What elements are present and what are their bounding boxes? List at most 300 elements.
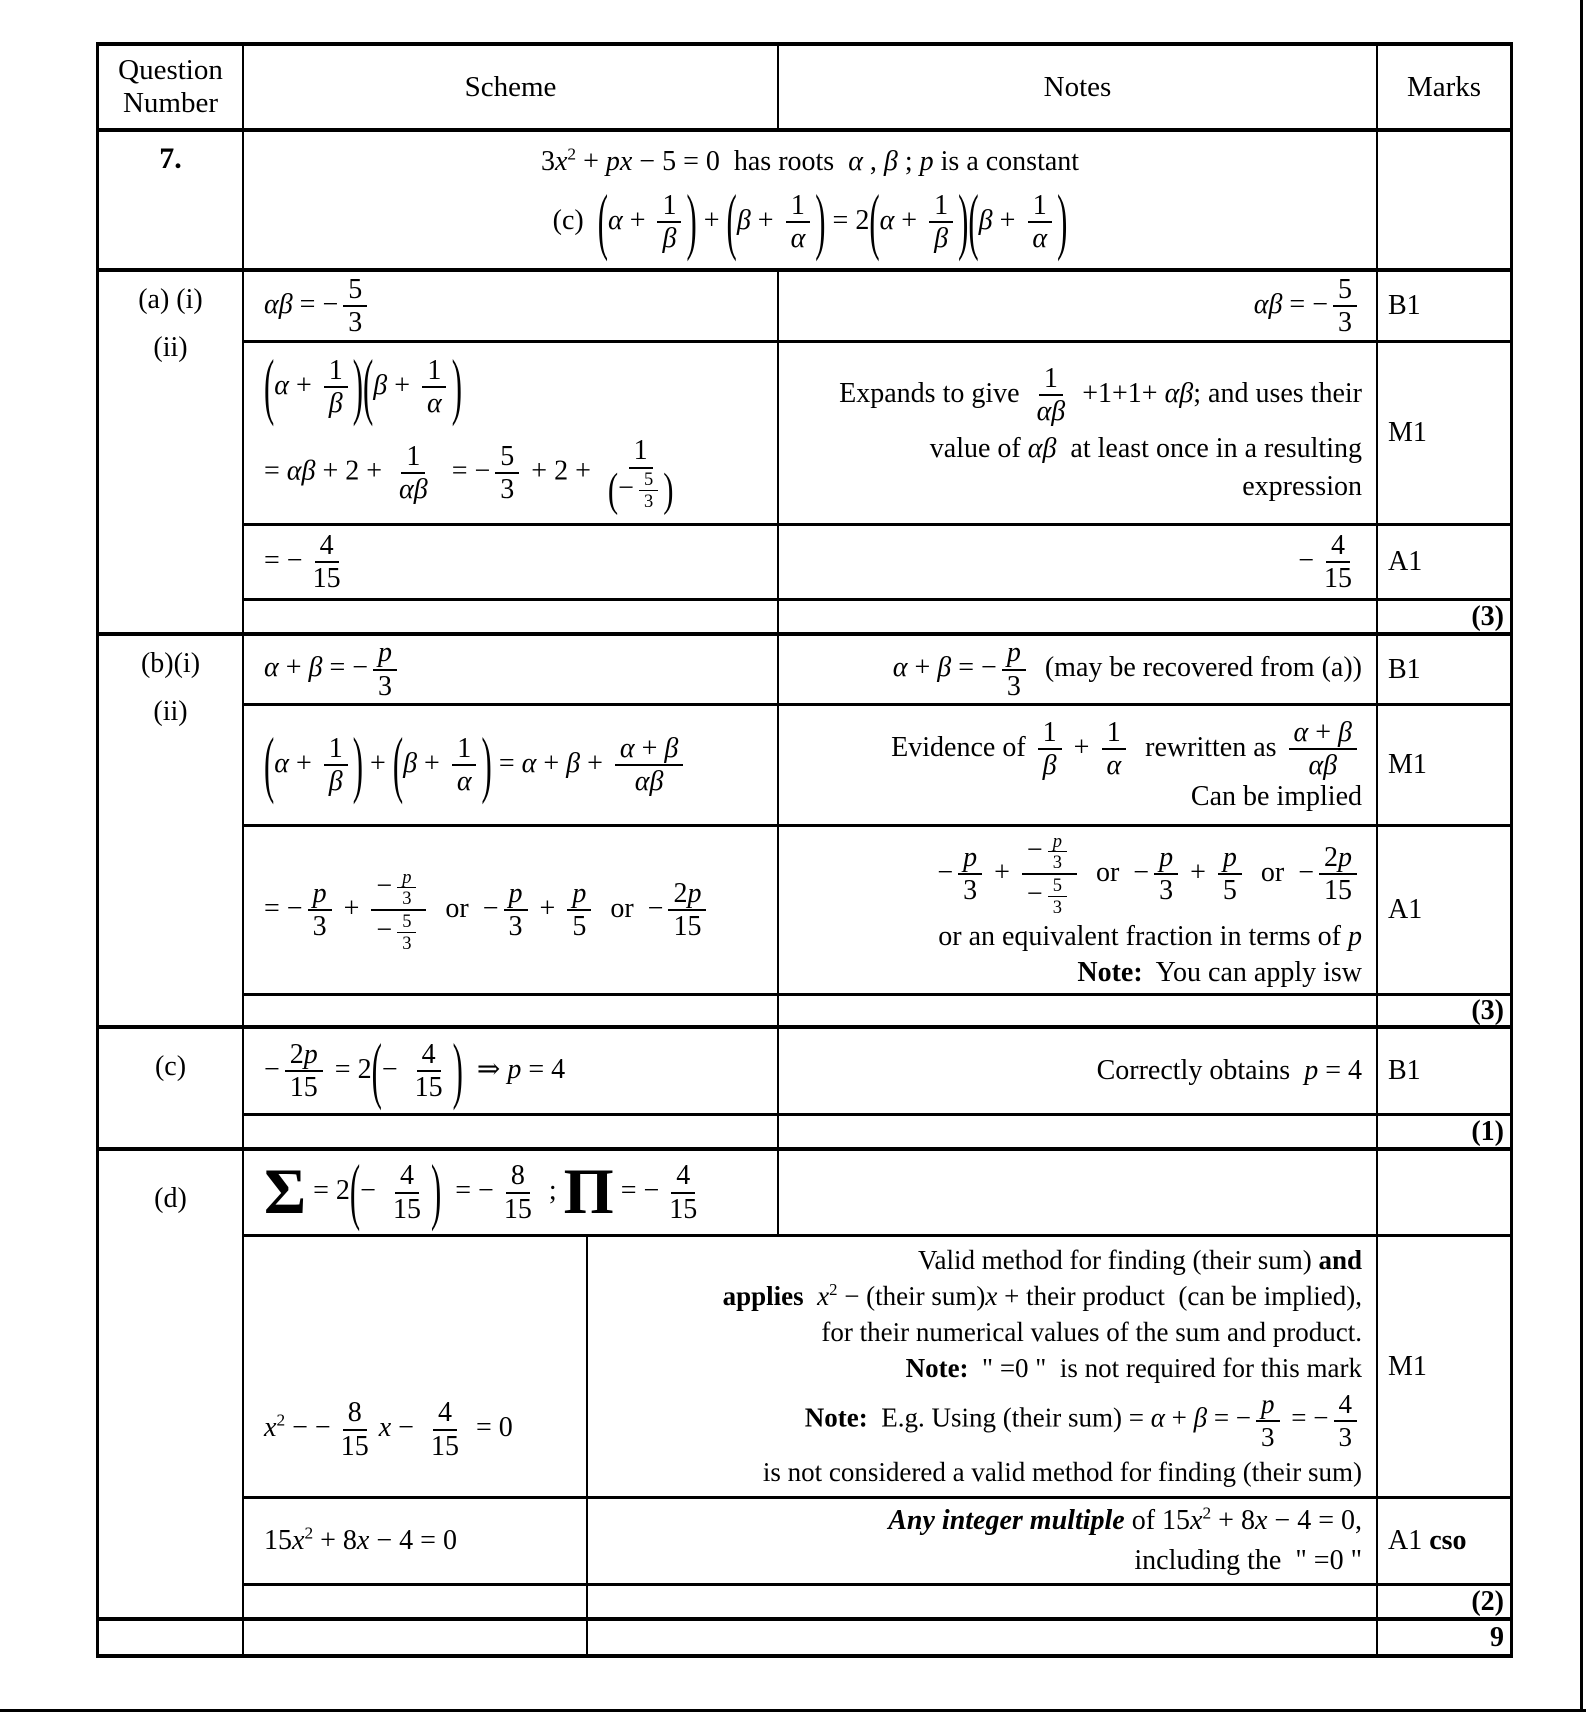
math-token: = −	[1207, 1402, 1252, 1433]
math-token: You can apply isw	[1142, 957, 1362, 989]
math-token: x	[985, 1281, 998, 1312]
math-token: = −	[322, 651, 369, 683]
math-token	[499, 1194, 537, 1225]
math-token: p	[1006, 637, 1021, 669]
b-subtotal	[1378, 996, 1510, 1029]
d-subtotal-label: (2)	[1471, 1585, 1504, 1617]
math-token: −	[618, 472, 634, 504]
label-b-i: (b)(i)	[140, 648, 201, 679]
math-token: α	[274, 747, 289, 779]
a-i-notes-line	[1254, 274, 1362, 339]
math-token: 1	[1106, 716, 1121, 748]
math-token: β	[736, 204, 751, 236]
math-token: )	[352, 723, 364, 805]
math-token: = −	[264, 892, 303, 924]
math-token	[786, 190, 810, 223]
math-token: Valid method for finding (their sum)	[918, 1245, 1319, 1275]
math-token: +	[278, 651, 309, 683]
math-token	[1333, 274, 1357, 339]
math-token	[608, 190, 687, 255]
mark-scheme-table	[96, 42, 1513, 1658]
math-token: (	[597, 180, 608, 262]
math-token	[495, 474, 519, 505]
header-notes	[779, 46, 1378, 132]
b-i-scheme-line	[264, 637, 402, 702]
a-i-mark	[1378, 272, 1510, 343]
math-token	[1002, 637, 1026, 670]
math-token	[394, 474, 433, 505]
qn-label-a	[99, 272, 244, 636]
math-token	[603, 464, 679, 516]
math-token: 1	[1032, 189, 1047, 221]
math-token	[639, 469, 658, 511]
math-token	[1326, 530, 1350, 563]
math-token: p	[572, 877, 587, 909]
math-token: p	[1348, 921, 1362, 953]
math-token: 8	[510, 1160, 525, 1192]
math-token: cso	[1429, 1525, 1467, 1556]
a-ii-scheme	[244, 343, 779, 526]
math-token	[392, 723, 492, 805]
math-token	[929, 223, 953, 254]
b-a1-scheme-line	[264, 867, 711, 954]
math-token: β	[373, 369, 388, 401]
math-token	[726, 180, 826, 262]
math-token	[1289, 717, 1357, 750]
math-token: 1	[328, 354, 343, 386]
math-token: α	[1032, 223, 1048, 254]
math-token: 2	[276, 1410, 286, 1430]
math-token	[618, 469, 663, 511]
math-token	[1334, 1389, 1358, 1451]
math-token: +	[336, 892, 367, 924]
math-token	[1038, 717, 1062, 782]
math-token: +	[894, 204, 925, 236]
math-token: 2	[289, 1038, 304, 1070]
c-scheme-line	[264, 1029, 566, 1111]
math-token	[880, 190, 959, 255]
header-marks	[1378, 46, 1510, 132]
math-token: +	[580, 747, 610, 779]
c-subtotal-notes-empty	[779, 1116, 1378, 1151]
math-token	[664, 1160, 702, 1225]
math-token	[504, 878, 528, 911]
math-token: β	[883, 145, 898, 177]
d-subtotal-notes-empty	[588, 1586, 1378, 1621]
math-token	[979, 190, 1057, 255]
qn-label-b	[99, 636, 244, 1029]
math-token	[1154, 875, 1178, 906]
math-token	[1032, 396, 1071, 427]
math-token	[567, 878, 591, 943]
math-token: p	[1159, 841, 1174, 873]
d-a1-notes-line2	[1134, 1545, 1362, 1577]
math-token: α	[1150, 1402, 1165, 1433]
math-token: β	[1193, 1402, 1208, 1433]
math-token: Π	[563, 1156, 614, 1228]
a-i-mark-label: B1	[1388, 290, 1421, 321]
math-token	[1048, 852, 1067, 873]
math-token: 15	[1324, 563, 1352, 594]
math-token	[615, 733, 683, 766]
math-token: +	[417, 747, 447, 779]
math-token: 5	[572, 911, 587, 942]
math-token: −	[376, 914, 393, 946]
math-token: αβ	[1308, 750, 1338, 781]
math-token	[343, 274, 367, 339]
math-token: 1	[1042, 716, 1057, 748]
math-token: for their numerical values of the sum and product.	[821, 1317, 1362, 1348]
math-token: = −	[951, 651, 997, 683]
question-statement-line1	[541, 146, 1079, 178]
math-superscript	[304, 1524, 313, 1543]
c-notes	[779, 1029, 1378, 1116]
math-token	[664, 1194, 702, 1225]
math-token: at least once in a resulting	[1056, 433, 1362, 465]
math-token: = −	[292, 288, 339, 320]
math-token	[452, 733, 477, 798]
math-token: β	[662, 223, 677, 254]
math-token: = 4	[1318, 1055, 1362, 1086]
math-token	[401, 441, 425, 474]
math-token: ; and uses their	[1193, 377, 1362, 409]
math-token	[308, 911, 332, 942]
math-superscript	[567, 144, 576, 163]
math-token	[657, 190, 681, 223]
math-token	[452, 766, 477, 797]
math-token: + 2 +	[524, 455, 598, 487]
d-sum-scheme-line	[264, 1150, 707, 1233]
math-token: − 5 = 0 has roots	[632, 145, 849, 177]
math-token: β	[328, 388, 343, 420]
math-token: E.g. Using (their sum) =	[867, 1402, 1151, 1433]
math-token: (may be recovered from (a))	[1030, 651, 1362, 683]
math-token: 3	[402, 932, 412, 953]
math-token	[1319, 563, 1357, 594]
math-token: (	[392, 723, 404, 805]
b-subtotal-label: (3)	[1471, 994, 1504, 1026]
math-token: α	[264, 651, 279, 683]
math-token: −	[381, 1053, 405, 1085]
math-token: 3	[1261, 1421, 1275, 1452]
d-m1-mark	[1378, 1237, 1510, 1499]
header-question-number	[99, 46, 244, 132]
math-token: 1	[1043, 362, 1058, 394]
math-token	[1256, 1422, 1280, 1452]
math-token: )	[430, 1150, 442, 1233]
a-ii-scheme-line2	[264, 435, 683, 516]
math-token: αβ	[264, 288, 293, 320]
math-token: x	[1254, 1505, 1268, 1536]
math-token	[1101, 750, 1126, 781]
math-token	[668, 878, 706, 943]
math-token: +	[987, 856, 1017, 888]
math-token: −	[391, 1412, 421, 1444]
math-token	[1022, 831, 1077, 918]
math-token	[360, 1160, 431, 1225]
math-token	[397, 911, 416, 933]
d-a1-scheme-line	[264, 1525, 457, 1557]
math-token: +	[750, 204, 781, 236]
math-token: )	[481, 723, 492, 805]
math-token	[658, 223, 682, 254]
math-token	[1102, 717, 1126, 750]
math-token	[630, 766, 669, 797]
math-token	[373, 671, 397, 702]
d-m1-notes-line3	[821, 1317, 1362, 1348]
math-token	[1319, 530, 1357, 595]
math-token: −	[1298, 544, 1314, 576]
math-token: rewritten as	[1131, 731, 1284, 763]
math-token: p	[687, 877, 702, 909]
math-token: of 15	[1124, 1505, 1191, 1536]
math-token: − −	[285, 1412, 331, 1444]
math-token: 3	[1338, 1421, 1352, 1452]
d-a1-mark-label	[1388, 1525, 1467, 1557]
d-a1-mark	[1378, 1499, 1510, 1586]
math-token: + 8	[313, 1525, 357, 1556]
b-a1-notes-line1	[937, 831, 1362, 918]
math-token: (	[607, 464, 619, 516]
math-token: αβ	[1036, 396, 1066, 427]
math-token	[1032, 363, 1071, 428]
c-mark-label: B1	[1388, 1055, 1421, 1086]
math-token: Note:	[804, 1402, 868, 1433]
b-a1-notes-line3	[1077, 957, 1362, 989]
math-token: α	[790, 223, 806, 254]
math-token: 1	[934, 189, 949, 221]
math-token	[264, 723, 364, 805]
d-m1-mark-label: M1	[1388, 1350, 1427, 1382]
math-token	[397, 867, 416, 909]
math-token: )	[663, 464, 674, 516]
math-token: αβ	[634, 766, 664, 797]
d-m1-notes	[588, 1237, 1378, 1499]
math-token	[264, 345, 364, 427]
math-token: (	[371, 1029, 382, 1111]
question-number-7	[99, 132, 244, 272]
d-a1-notes	[588, 1499, 1378, 1586]
math-token: = −	[613, 1174, 660, 1206]
math-token: is not considered a valid method for finding (their sum)	[762, 1456, 1362, 1487]
math-token: x	[1190, 1505, 1203, 1536]
math-token: =	[491, 747, 522, 779]
math-token: p	[1222, 841, 1237, 873]
math-token: αβ	[1253, 288, 1283, 320]
math-token: (	[363, 345, 374, 427]
math-token	[958, 842, 982, 875]
math-token: +	[907, 651, 938, 683]
math-token	[394, 441, 433, 506]
math-token: " =0 " is not required for this mark	[968, 1353, 1362, 1384]
b-ii-notes-line2	[1191, 781, 1362, 813]
math-token: =	[264, 455, 287, 487]
math-token	[371, 867, 426, 954]
math-token: = 0	[468, 1412, 513, 1444]
a-subtotal-notes-empty	[779, 601, 1378, 636]
math-token: x	[264, 1412, 277, 1444]
math-token	[737, 190, 815, 255]
d-m1-notes-line2	[723, 1281, 1362, 1312]
math-token: p	[1304, 1055, 1319, 1086]
math-token	[929, 190, 953, 223]
math-token: +	[1308, 716, 1339, 748]
math-token: 3	[540, 145, 555, 177]
c-notes-line	[1097, 1055, 1362, 1087]
math-token: α	[879, 204, 895, 236]
question-marks-empty	[1378, 132, 1510, 272]
math-token	[274, 733, 353, 798]
math-token: 2	[1202, 1503, 1212, 1523]
math-token: 2	[829, 1280, 838, 1300]
math-token: Can be implied	[1190, 781, 1362, 813]
c-subtotal-scheme-empty	[244, 1116, 779, 1151]
math-superscript	[276, 1411, 285, 1430]
a-a1-mark	[1378, 526, 1510, 601]
d-sum-mark-empty	[1378, 1151, 1510, 1237]
math-token: or −	[431, 892, 499, 924]
math-token	[1027, 223, 1052, 254]
math-token: or an equivalent fraction in terms of	[938, 921, 1348, 953]
math-token: (	[264, 345, 275, 427]
math-token: 2	[1324, 841, 1338, 873]
math-token: 5	[643, 468, 654, 489]
math-token	[343, 307, 367, 338]
math-token	[1218, 875, 1242, 906]
label-d: (d)	[154, 1183, 187, 1214]
math-token: 5	[348, 273, 363, 305]
c-mark	[1378, 1029, 1510, 1116]
math-token: 5	[1052, 875, 1062, 895]
math-token: Correctly obtains	[1096, 1055, 1305, 1086]
math-token: 15	[312, 563, 341, 594]
math-token: α	[456, 766, 472, 797]
b-i-mark	[1378, 636, 1510, 706]
math-token	[1038, 750, 1062, 781]
b-ii-notes-line1	[891, 717, 1362, 782]
math-token: 3	[402, 888, 412, 909]
math-token: Expands to give	[839, 377, 1027, 409]
math-token: αβ	[286, 455, 316, 487]
b-ii-mark-label: M1	[1388, 749, 1427, 780]
math-token: +	[622, 204, 653, 236]
b-ii-notes	[779, 706, 1378, 827]
math-token: α	[1106, 750, 1122, 781]
math-token	[422, 388, 447, 419]
math-token: 15	[289, 1072, 318, 1103]
math-token: α	[892, 651, 908, 683]
math-token: 4	[1331, 529, 1345, 561]
math-token	[308, 878, 332, 943]
math-token	[1289, 717, 1357, 782]
math-token	[410, 1072, 448, 1103]
math-token	[671, 1160, 695, 1193]
math-token	[388, 1160, 426, 1225]
math-token	[1218, 842, 1242, 907]
math-token: p	[1261, 1389, 1275, 1420]
math-token: p	[963, 841, 978, 873]
math-token: αβ	[1027, 433, 1057, 465]
math-token	[1038, 717, 1062, 750]
math-token	[382, 1039, 453, 1104]
b-a1-mark	[1378, 827, 1510, 996]
math-token: 2	[304, 1523, 314, 1543]
math-token: 1	[457, 732, 472, 764]
header-notes-label: Notes	[1043, 70, 1112, 103]
math-token: β	[937, 651, 952, 683]
math-token: β	[328, 766, 343, 797]
math-token: 15	[1324, 875, 1352, 906]
math-token	[363, 345, 463, 427]
math-token	[426, 1431, 464, 1462]
math-token	[958, 842, 982, 907]
math-token: 3	[1159, 875, 1174, 906]
math-superscript	[1202, 1504, 1211, 1523]
a-i-scheme-line	[264, 274, 372, 339]
math-token	[504, 911, 528, 942]
math-token: 3	[378, 670, 393, 702]
a-a1-mark-label: A1	[1388, 546, 1423, 577]
math-token	[1334, 1389, 1358, 1421]
b-i-mark-label: B1	[1388, 653, 1421, 685]
math-token: 8	[347, 1397, 362, 1429]
b-subtotal-scheme-empty	[244, 996, 779, 1029]
math-token: α	[427, 388, 442, 420]
math-token: 3	[963, 875, 978, 906]
math-token	[410, 1039, 448, 1104]
question-number-7-label: 7.	[159, 142, 182, 175]
math-token: 1	[328, 732, 343, 764]
math-token: α	[607, 204, 623, 236]
math-token	[1002, 637, 1026, 702]
math-token: x	[356, 1525, 370, 1556]
a-ii-notes	[779, 343, 1378, 526]
math-token: or −	[596, 892, 664, 924]
math-token: 15	[392, 1193, 421, 1225]
c-scheme	[244, 1029, 779, 1116]
math-token	[1154, 842, 1178, 875]
math-token: −	[937, 856, 954, 888]
math-token: p	[919, 145, 934, 177]
page-edge-bottom	[0, 1709, 1586, 1712]
math-token	[786, 223, 811, 254]
math-token: + 2 +	[315, 455, 390, 487]
c-subtotal-label: (1)	[1471, 1115, 1504, 1147]
math-token: 2	[567, 144, 577, 164]
math-token	[371, 1029, 463, 1111]
math-token: = 2	[825, 204, 870, 236]
math-token: β	[403, 747, 418, 779]
math-token	[426, 1397, 464, 1462]
math-token	[504, 878, 528, 943]
a-ii-notes-line2	[930, 433, 1362, 465]
math-token: +	[288, 369, 319, 401]
math-token: 3	[643, 490, 654, 511]
math-token: 15	[414, 1072, 443, 1103]
math-token: (	[349, 1150, 361, 1233]
math-token: +	[1183, 856, 1213, 888]
math-token: 15	[340, 1430, 369, 1462]
math-token: 15	[669, 1193, 698, 1225]
total-marks-label: 9	[1490, 1621, 1504, 1653]
math-token	[1256, 1389, 1280, 1451]
math-token	[397, 933, 416, 954]
d-m1-notes-line4	[906, 1353, 1362, 1384]
math-token: 1	[427, 354, 442, 386]
math-token: )	[1057, 180, 1068, 262]
math-token: 3	[508, 911, 523, 942]
math-token: β	[978, 204, 993, 236]
